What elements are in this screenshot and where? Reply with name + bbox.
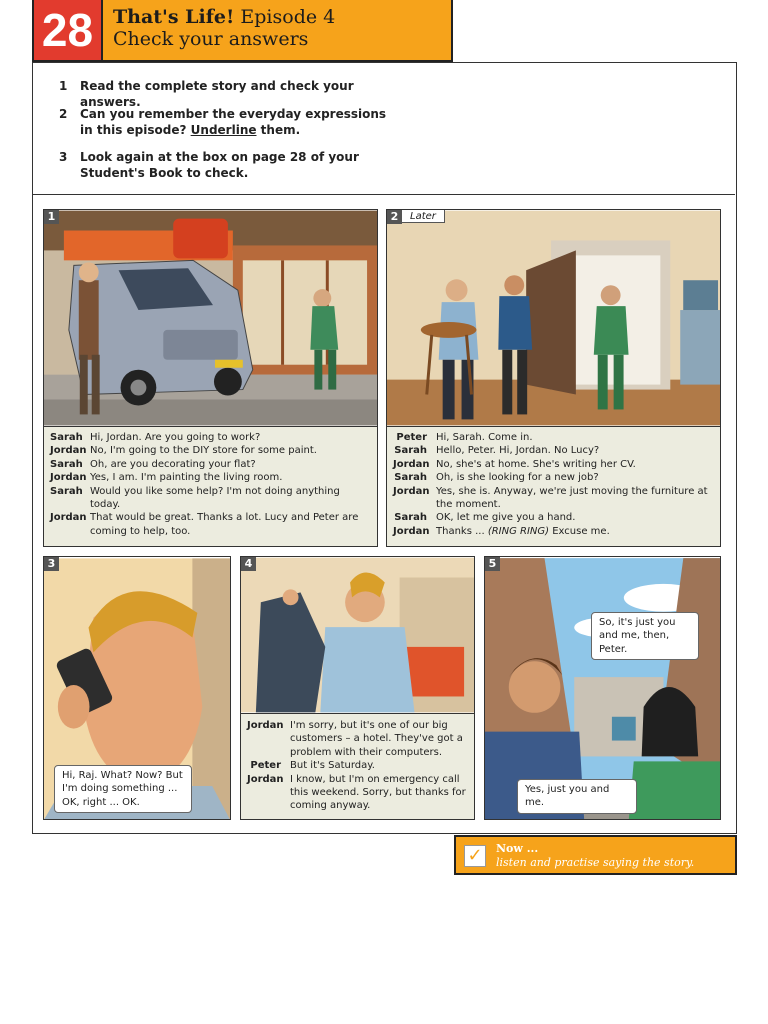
dialog-box <box>387 426 720 547</box>
time-tag: Later <box>402 210 445 223</box>
speech-bubble: So, it's just you and me, then, Peter. <box>591 612 699 660</box>
speaker-name: Jordan <box>247 773 284 785</box>
comic-panel-3 <box>43 556 231 820</box>
header-title <box>113 6 441 28</box>
speaker-name: Jordan <box>50 472 87 484</box>
utterance: I'm sorry, but it's one of our big customers – a hotel. They've got a problem with their computers. <box>290 720 463 758</box>
speaker-name: Sarah <box>394 512 427 524</box>
now-label: Now ... <box>496 842 539 855</box>
speaker-name: Sarah <box>50 485 83 497</box>
speaker-name: Peter <box>396 432 427 443</box>
sound-effect: (RING RING) <box>487 525 550 537</box>
utterance: But it's Saturday. <box>290 760 375 772</box>
dialog-line <box>393 485 714 512</box>
speaker-name: Jordan <box>393 458 430 470</box>
dialog-line <box>50 471 371 484</box>
dialog-line <box>393 431 714 444</box>
instruction-number: 2 <box>59 107 68 121</box>
utterance: Hello, Peter. Hi, Jordan. No Lucy? <box>436 445 600 457</box>
comic-panel-1 <box>43 209 378 547</box>
street-van-illustration <box>44 210 377 426</box>
dialog-line <box>247 773 468 813</box>
checkmark-icon: ✓ <box>464 845 486 867</box>
series-title: That's Life! <box>113 6 235 28</box>
utterance: Hi, Sarah. Come in. <box>436 432 533 443</box>
dialog-line <box>247 719 468 759</box>
utterance: Yes, she is. Anyway, we're just moving the furniture at the moment. <box>436 485 708 511</box>
utterance <box>436 525 714 538</box>
dialog-line <box>50 485 371 512</box>
dialog-line <box>393 458 714 471</box>
comic-panel-2 <box>386 209 721 547</box>
instruction-text: Read the complete story and check your answers. <box>80 79 354 109</box>
dialog-box <box>44 426 377 547</box>
speaker-name: Jordan <box>50 512 87 524</box>
speaker-name: Jordan <box>393 485 430 497</box>
header-subtitle: Check your answers <box>113 28 309 50</box>
utterance: Oh, are you decorating your flat? <box>90 458 256 470</box>
utterance-part: Excuse me. <box>549 525 610 537</box>
utterance-part: Thanks ... <box>436 525 488 537</box>
dialog-line <box>393 511 714 524</box>
episode-label: Episode 4 <box>234 6 336 28</box>
dialog-line <box>50 444 371 457</box>
panel-number: 5 <box>485 557 500 571</box>
dialog-line <box>393 471 714 484</box>
dialog-line <box>50 458 371 471</box>
instructions-box <box>33 63 735 195</box>
speaker-name: Jordan <box>247 720 284 731</box>
instruction-1 <box>59 79 399 110</box>
episode-header <box>103 0 453 62</box>
underline-word: Underline <box>190 122 257 137</box>
speech-bubble: Yes, just you and me. <box>517 779 637 814</box>
utterance: Yes, I am. I'm painting the living room. <box>90 472 283 484</box>
instruction-text: Look again at the box on page 28 of your Student's Book to check. <box>80 150 359 180</box>
comic-panel-5 <box>484 556 721 820</box>
panel-number: 2 <box>387 210 402 224</box>
speaker-name: Sarah <box>394 472 427 484</box>
utterance: Would you like some help? I'm not doing anything today. <box>90 485 340 511</box>
utterance: Oh, is she looking for a new job? <box>436 472 599 484</box>
panel-number: 1 <box>44 210 59 224</box>
dialog-line <box>50 511 371 538</box>
dialog-line <box>393 525 714 538</box>
instruction-text <box>80 107 399 138</box>
speaker-name: Peter <box>250 760 281 772</box>
utterance: OK, let me give you a hand. <box>436 512 576 524</box>
dialog-line <box>50 431 371 444</box>
flat-interior-illustration <box>387 210 720 426</box>
instruction-2 <box>59 107 399 138</box>
panel-number: 4 <box>241 557 256 571</box>
page-number: 28 <box>32 0 103 62</box>
utterance: No, I'm going to the DIY store for some paint. <box>90 445 317 457</box>
speaker-name: Jordan <box>50 445 87 457</box>
speaker-name: Jordan <box>393 525 430 537</box>
comic-panel-4 <box>240 556 475 820</box>
utterance: No, she's at home. She's writing her CV. <box>436 458 636 470</box>
dialog-line <box>393 444 714 457</box>
instruction-3 <box>59 150 399 181</box>
instruction-number: 1 <box>59 79 68 93</box>
dialog-box <box>241 713 474 820</box>
instruction-text-part: Can you remember the everyday expressions in this episode? <box>80 107 387 137</box>
utterance: Hi, Jordan. Are you going to work? <box>90 432 261 443</box>
speaker-name: Sarah <box>50 458 83 470</box>
instruction-text-part: them. <box>256 122 301 137</box>
utterance: I know, but I'm on emergency call this weekend. Sorry, but thanks for coming anyway. <box>290 773 466 812</box>
speaker-name: Sarah <box>50 432 83 443</box>
now-prompt-box <box>454 835 737 875</box>
dialog-line <box>247 759 468 772</box>
speech-bubble: Hi, Raj. What? Now? But I'm doing something ... OK, right ... OK. <box>54 765 192 813</box>
speaker-name: Sarah <box>394 445 427 457</box>
now-instruction: listen and practise saying the story. <box>496 856 695 869</box>
panel-number: 3 <box>44 557 59 571</box>
utterance: That would be great. Thanks a lot. Lucy and Peter are coming to help, too. <box>90 512 359 537</box>
now-prompt-text <box>496 842 694 870</box>
jacket-illustration <box>241 557 474 713</box>
instruction-number: 3 <box>59 150 68 164</box>
